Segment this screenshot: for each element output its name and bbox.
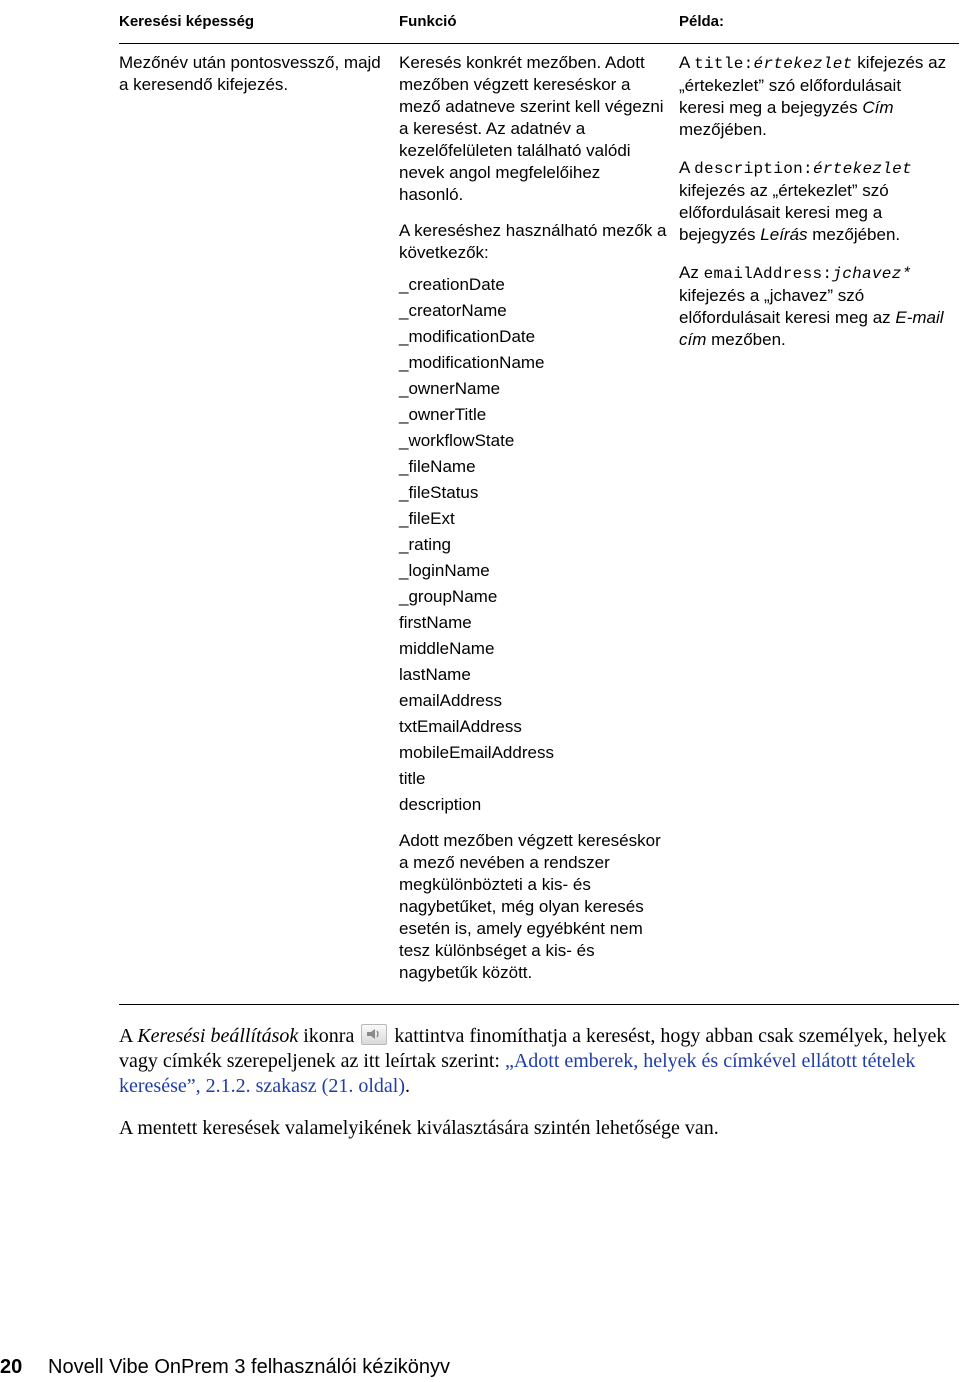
function-intro: Keresés konkrét mezőben. Adott mezőben végzett kereséskor a mező adatneve szerint kell végezni a keresést. Az adatnév a kezelőfelületen található valódi nevek angol megfelelőihez hasonló. bbox=[399, 53, 664, 204]
field-item: _modificationName bbox=[399, 353, 545, 372]
field-item: _groupName bbox=[399, 587, 498, 606]
page-number: 20 bbox=[0, 1356, 23, 1378]
search-options-paragraph: A Keresési beállítások ikonra kattintva finomíthatja a keresést, hogy abban csak személyek, helyek vagy címkék szerepeljenek az itt leírtak szerint: „Adott emberek, helyek és címkével ellátott tételek keresése”, 2.1.2. szakasz (21. oldal). bbox=[119, 1025, 947, 1097]
capability-cell bbox=[119, 52, 381, 96]
field-item: _fileExt bbox=[399, 509, 455, 528]
book-title: Novell Vibe OnPrem 3 felhasználói kézikönyv bbox=[48, 1356, 451, 1378]
fields-intro: A kereséshez használható mezők a következők: bbox=[399, 221, 667, 262]
field-item: _ownerTitle bbox=[399, 405, 487, 424]
field-item: _modificationDate bbox=[399, 327, 536, 346]
example-cell bbox=[679, 52, 947, 351]
field-item: txtEmailAddress bbox=[399, 717, 522, 736]
field-item: description bbox=[399, 795, 482, 814]
field-item: _fileName bbox=[399, 457, 476, 476]
function-note: Adott mezőben végzett kereséskor a mező nevében a rendszer megkülönbözteti a kis- és nagybetűket, még olyan keresés esetén is, amely egyébként nem tesz különbséget a kis- és nagybetűk között. bbox=[399, 831, 661, 982]
field-item: firstName bbox=[399, 613, 472, 632]
field-item: middleName bbox=[399, 639, 495, 658]
field-item: title bbox=[399, 769, 426, 788]
table-header-rule bbox=[119, 43, 959, 44]
field-item: _workflowState bbox=[399, 431, 515, 450]
header-capability: Keresési képesség bbox=[119, 13, 255, 30]
field-item: _rating bbox=[399, 535, 451, 554]
field-item: _creatorName bbox=[399, 301, 507, 320]
section-link[interactable]: „Adott emberek, helyek és címkével ellátott tételek keresése”, 2.1.2. szakasz (21. oldal) bbox=[119, 1050, 916, 1097]
field-item: _creationDate bbox=[399, 275, 505, 294]
fields-list bbox=[399, 272, 667, 818]
field-item: _ownerName bbox=[399, 379, 501, 398]
field-item: lastName bbox=[399, 665, 471, 684]
capability-text: Mezőnév után pontosvessző, majd a keresendő kifejezés. bbox=[119, 53, 381, 94]
table-bottom-rule bbox=[119, 1004, 959, 1005]
field-item: _fileStatus bbox=[399, 483, 479, 502]
header-example: Példa: bbox=[679, 13, 725, 30]
example-description: A description:értekezlet kifejezés az „értekezlet” szó előfordulásait keresi meg a bejegyzés Leírás mezőjében. bbox=[679, 158, 912, 244]
field-item: emailAddress bbox=[399, 691, 502, 710]
field-item: _loginName bbox=[399, 561, 490, 580]
header-function: Funkció bbox=[399, 13, 457, 30]
search-options-icon[interactable] bbox=[361, 1024, 387, 1045]
field-item: mobileEmailAddress bbox=[399, 743, 554, 762]
example-title: A title:értekezlet kifejezés az „értekezlet” szó előfordulásait keresi meg a bejegyzés Cím mezőjében. bbox=[679, 53, 947, 139]
function-cell bbox=[399, 52, 667, 984]
example-email: Az emailAddress:jchavez* kifejezés a „jchavez” szó előfordulásait keresi meg az E-mail cím mezőben. bbox=[679, 263, 944, 349]
saved-searches-paragraph: A mentett keresések valamelyikének kiválasztására szintén lehetősége van. bbox=[119, 1117, 719, 1139]
